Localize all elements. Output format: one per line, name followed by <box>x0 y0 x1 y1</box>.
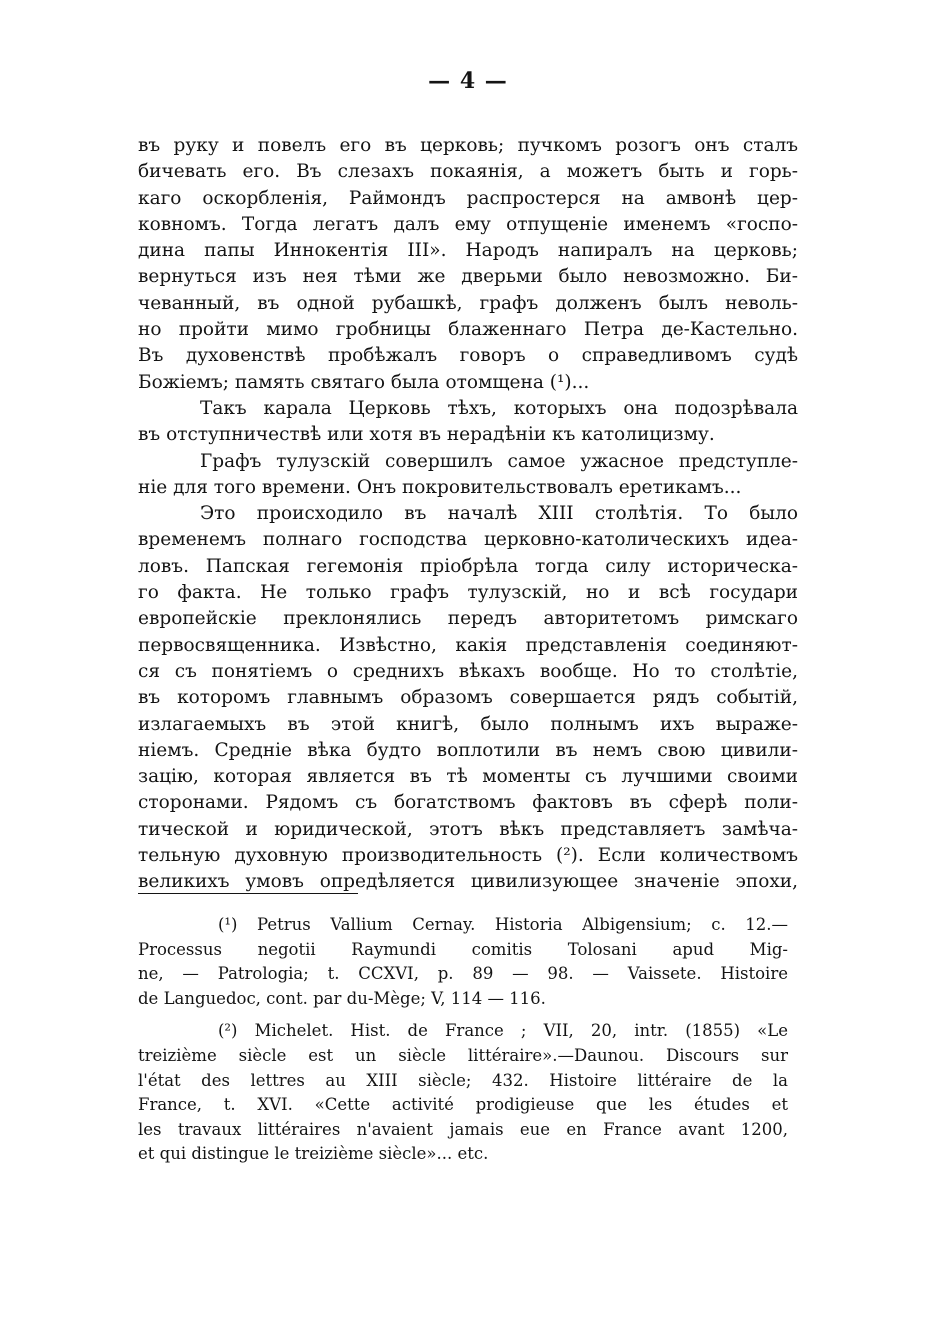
text-line: го факта. Не только графъ тулузскій, но и всѣ государи <box>138 582 798 604</box>
text-line: Графъ тулузскій совершилъ самое ужасное предступле- <box>200 450 798 472</box>
text-line: ніемъ. Средніе вѣка будто воплотили въ немъ свою цивили- <box>138 739 798 761</box>
footnote-line: France, t. XVI. «Cette activité prodigieuse que les études et <box>138 1095 788 1115</box>
footnote-line: de Languedoc, cont. par du-Mège; V, 114 — 116. <box>138 988 546 1008</box>
footnote-line: treizième siècle est un siècle littéraire».—Daunou. Discours sur <box>138 1045 788 1065</box>
text-line: чеванный, въ одной рубашкѣ, графъ долженъ былъ неволь- <box>138 292 798 314</box>
text-line: въ отступничествѣ или хотя въ нерадѣніи къ католицизму. <box>138 424 715 446</box>
text-line: первосвященника. Извѣстно, какія представленія соединяют- <box>138 634 798 656</box>
text-line: дина папы Иннокентія III». Народъ напиралъ на церковь; <box>138 240 798 262</box>
footnote-1 <box>138 913 788 1011</box>
text-line: тической и юридической, этотъ вѣкъ представляетъ замѣча- <box>138 818 798 840</box>
text-line: вернуться изъ нея тѣми же дверьми было невозможно. Би- <box>138 266 798 288</box>
text-line: европейскіе преклонялись передъ авторитетомъ римскаго <box>138 608 798 630</box>
footnote-line: ne, — Patrologia; t. CCXVI, p. 89 — 98. — Vaissete. Histoire <box>138 964 788 984</box>
footnote-divider <box>138 893 358 894</box>
text-line: каго оскорбленія, Раймондъ распростерся на амвонѣ цер- <box>138 187 798 209</box>
footnote-line: Processus negotii Raymundi comitis Tolosani apud Mig- <box>138 939 788 959</box>
text-line: временемъ полнаго господства церковно-католическихъ идеа- <box>138 529 798 551</box>
footnote-line: l'état des lettres au XIII siècle; 432. Histoire littéraire de la <box>138 1070 788 1090</box>
text-line: Это происходило въ началѣ XIII столѣтія. То было <box>200 503 798 525</box>
text-line: Въ духовенствѣ пробѣжалъ говоръ о справедливомъ судѣ <box>138 345 798 367</box>
footnote-line: les travaux littéraires n'avaient jamais eue en France avant 1200, <box>138 1119 788 1139</box>
text-line: великихъ умовъ опредѣляется цивилизующее значеніе эпохи, <box>138 871 798 893</box>
text-line: ловъ. Папская гегемонія пріобрѣла тогда силу историческа- <box>138 555 798 577</box>
text-line: въ руку и повелъ его въ церковь; пучкомъ розогъ онъ сталъ <box>138 135 798 156</box>
page-number: — 4 — <box>428 68 508 94</box>
footnote-line: et qui distingue le treizième siècle»... etc. <box>138 1144 489 1164</box>
text-line: ніе для того времени. Онъ покровительствовалъ еретикамъ... <box>138 476 742 498</box>
text-line: ковномъ. Тогда легатъ далъ ему отпущеніе именемъ «госпо- <box>138 213 798 235</box>
text-line: излагаемыхъ въ этой книгѣ, было полнымъ ихъ выраже- <box>138 713 798 735</box>
footnotes <box>138 913 788 1167</box>
text-line: тельную духовную производительность (²). Если количествомъ <box>138 845 798 867</box>
footnote-line: (¹) Petrus Vallium Cernay. Historia Albigensium; c. 12.— <box>218 915 788 934</box>
footnote-line: (²) Michelet. Hist. de France ; VII, 20, intr. (1855) «Le <box>218 1021 788 1041</box>
text-line: ся съ понятіемъ о среднихъ вѣкахъ вообще. Но то столѣтіе, <box>138 660 798 682</box>
text-line: Божіемъ; память святаго была отомщена (¹)... <box>138 371 590 393</box>
body-text <box>138 133 798 896</box>
footnote-2 <box>138 1019 788 1167</box>
text-line: Такъ карала Церковь тѣхъ, которыхъ она подозрѣвала <box>200 397 798 419</box>
text-line: но пройти мимо гробницы блаженнаго Петра де-Кастельно. <box>138 319 798 341</box>
text-line: въ которомъ главнымъ образомъ совершается рядъ событій, <box>138 687 798 709</box>
text-line: зацію, которая является въ тѣ моменты съ лучшими своими <box>138 766 798 788</box>
text-line: бичевать его. Въ слезахъ покаянія, а можетъ быть и горь- <box>138 161 798 183</box>
text-line: сторонами. Рядомъ съ богатствомъ фактовъ въ сферѣ поли- <box>138 792 798 814</box>
